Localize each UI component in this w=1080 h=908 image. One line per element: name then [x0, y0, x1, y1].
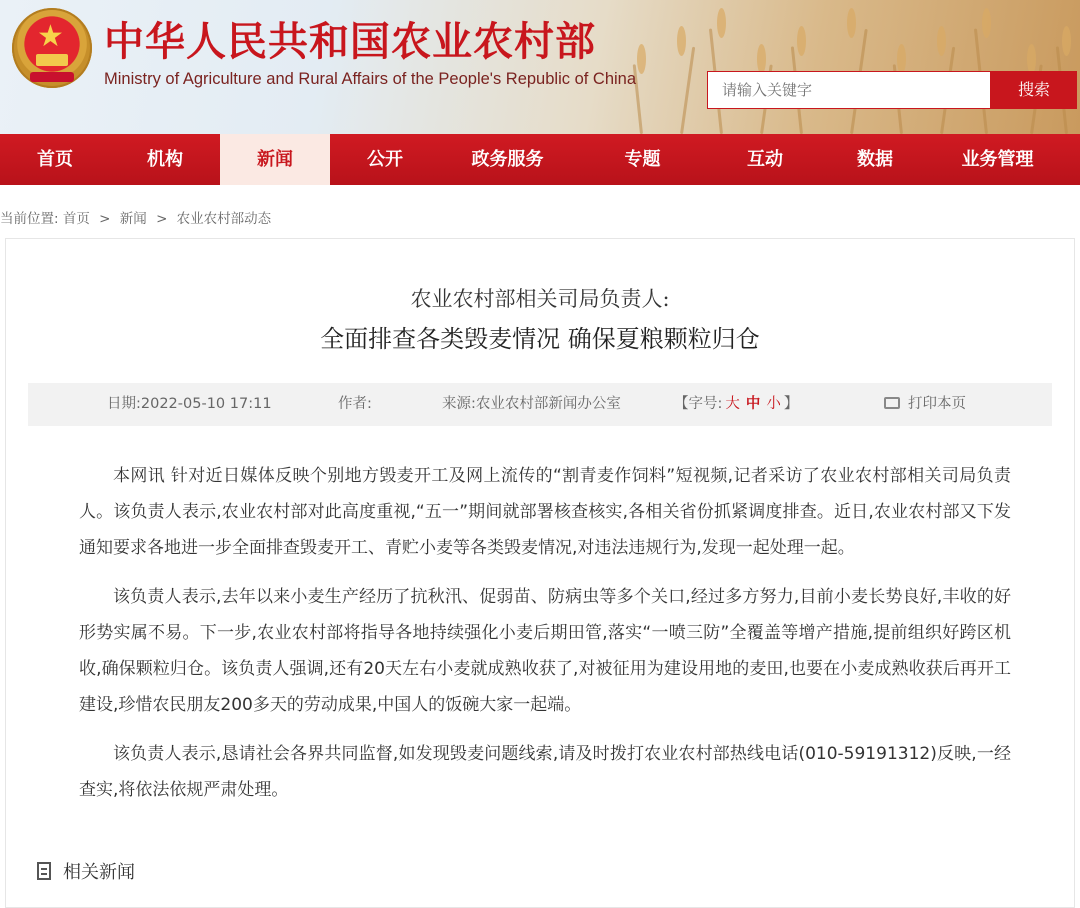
nav-item-data[interactable]: 数据: [857, 149, 893, 170]
font-size-label: 【字号:: [674, 396, 723, 412]
related-news-title: 相关新闻: [63, 862, 135, 883]
wheat-head: [637, 44, 646, 74]
nav-item-interaction[interactable]: 互动: [747, 149, 783, 170]
nav-item-public[interactable]: 公开: [367, 149, 403, 170]
wheat-head: [797, 26, 806, 56]
font-size-small-button[interactable]: 小: [766, 396, 781, 412]
document-icon: [37, 862, 51, 880]
article-paragraph: 该负责人表示,去年以来小麦生产经历了抗秋汛、促弱苗、防病虫等多个关口,经过多方努力,目前小麦长势良好,丰收的好形势实属不易。下一步,农业农村部将指导各地持续强化小麦后期田管,落实“一喷三防”全覆盖等增产措施,提前组织好跨区机收,确保颗粒归仓。该负责人强调,还有20天左右小麦就成熟收获了,对被征用为建设用地的麦田,也要在小麦成熟收获后再开工建设,珍惜农民朋友200多天的劳动成果,中国人的饭碗大家一起端。: [79, 587, 1011, 715]
wheat-head: [897, 44, 906, 74]
nav-item-news[interactable]: 新闻: [220, 134, 330, 185]
article-title-line1: 农业农村部相关司局负责人:: [410, 287, 670, 311]
nav-item-government-services[interactable]: 政务服务: [471, 149, 544, 170]
breadcrumb-label: 当前位置:: [0, 211, 59, 227]
site-subtitle: Ministry of Agriculture and Rural Affairs of the People's Republic of China: [104, 70, 637, 88]
font-size-label-close: 】: [783, 396, 799, 412]
search-input[interactable]: [707, 71, 991, 109]
nav-item-home[interactable]: 首页: [37, 149, 73, 170]
article-container: [5, 238, 1075, 908]
breadcrumb-home[interactable]: 首页: [62, 211, 90, 227]
nav-item-topics[interactable]: 专题: [624, 149, 661, 170]
article-body: [79, 458, 1011, 821]
site-banner: [0, 0, 1080, 134]
nav-item-business-management[interactable]: 业务管理: [961, 149, 1034, 170]
breadcrumb: [0, 207, 271, 227]
search-button[interactable]: 搜索: [991, 71, 1077, 109]
print-page-label: 打印本页: [908, 396, 966, 412]
font-size-medium-button[interactable]: 中: [745, 396, 761, 412]
wheat-head: [717, 8, 726, 38]
breadcrumb-news[interactable]: 新闻: [119, 211, 147, 227]
breadcrumb-ministry-news[interactable]: 农业农村部动态: [176, 211, 272, 227]
site-title[interactable]: 中华人民共和国农业农村部: [104, 18, 596, 65]
related-news-header[interactable]: [37, 858, 135, 884]
wheat-head: [937, 26, 946, 56]
nav-item-organization[interactable]: 机构: [147, 149, 183, 170]
breadcrumb-separator: >: [156, 211, 168, 227]
main-nav: [0, 134, 1080, 185]
print-page-button[interactable]: [884, 383, 966, 426]
font-size-control: [674, 383, 798, 426]
article-source: 来源:农业农村部新闻办公室: [442, 396, 621, 412]
font-size-large-button[interactable]: 大: [725, 396, 740, 412]
national-emblem-icon[interactable]: ★: [12, 8, 92, 88]
wheat-head: [677, 26, 686, 56]
wheat-head: [757, 44, 766, 74]
printer-icon: [884, 397, 900, 409]
wheat-head: [1062, 26, 1071, 56]
breadcrumb-separator: >: [99, 211, 111, 227]
article-meta-bar: [28, 383, 1052, 426]
article-author: 作者:: [338, 396, 372, 412]
article-date: 日期:2022-05-10 17:11: [107, 396, 272, 412]
wheat-stalk: [680, 47, 695, 134]
wheat-head: [982, 8, 991, 38]
wheat-head: [847, 8, 856, 38]
article-paragraph: 本网讯 针对近日媒体反映个别地方毁麦开工及网上流传的“割青麦作饲料”短视频,记者采访了农业农村部相关司局负责人。该负责人表示,农业农村部对此高度重视,“五一”期间就部署核查核实,各相关省份抓紧调度排查。近日,农业农村部又下发通知要求各地进一步全面排查毁麦开工、青贮小麦等各类毁麦情况,对违法违规行为,发现一起处理一起。: [79, 466, 1011, 558]
article-title-line2: 全面排查各类毁麦情况 确保夏粮颗粒归仓: [320, 325, 760, 353]
article-paragraph: 该负责人表示,恳请社会各界共同监督,如发现毁麦问题线索,请及时拨打农业农村部热线电话(010-59191312)反映,一经查实,将依法依规严肃处理。: [79, 744, 1011, 800]
wheat-head: [1027, 44, 1036, 74]
